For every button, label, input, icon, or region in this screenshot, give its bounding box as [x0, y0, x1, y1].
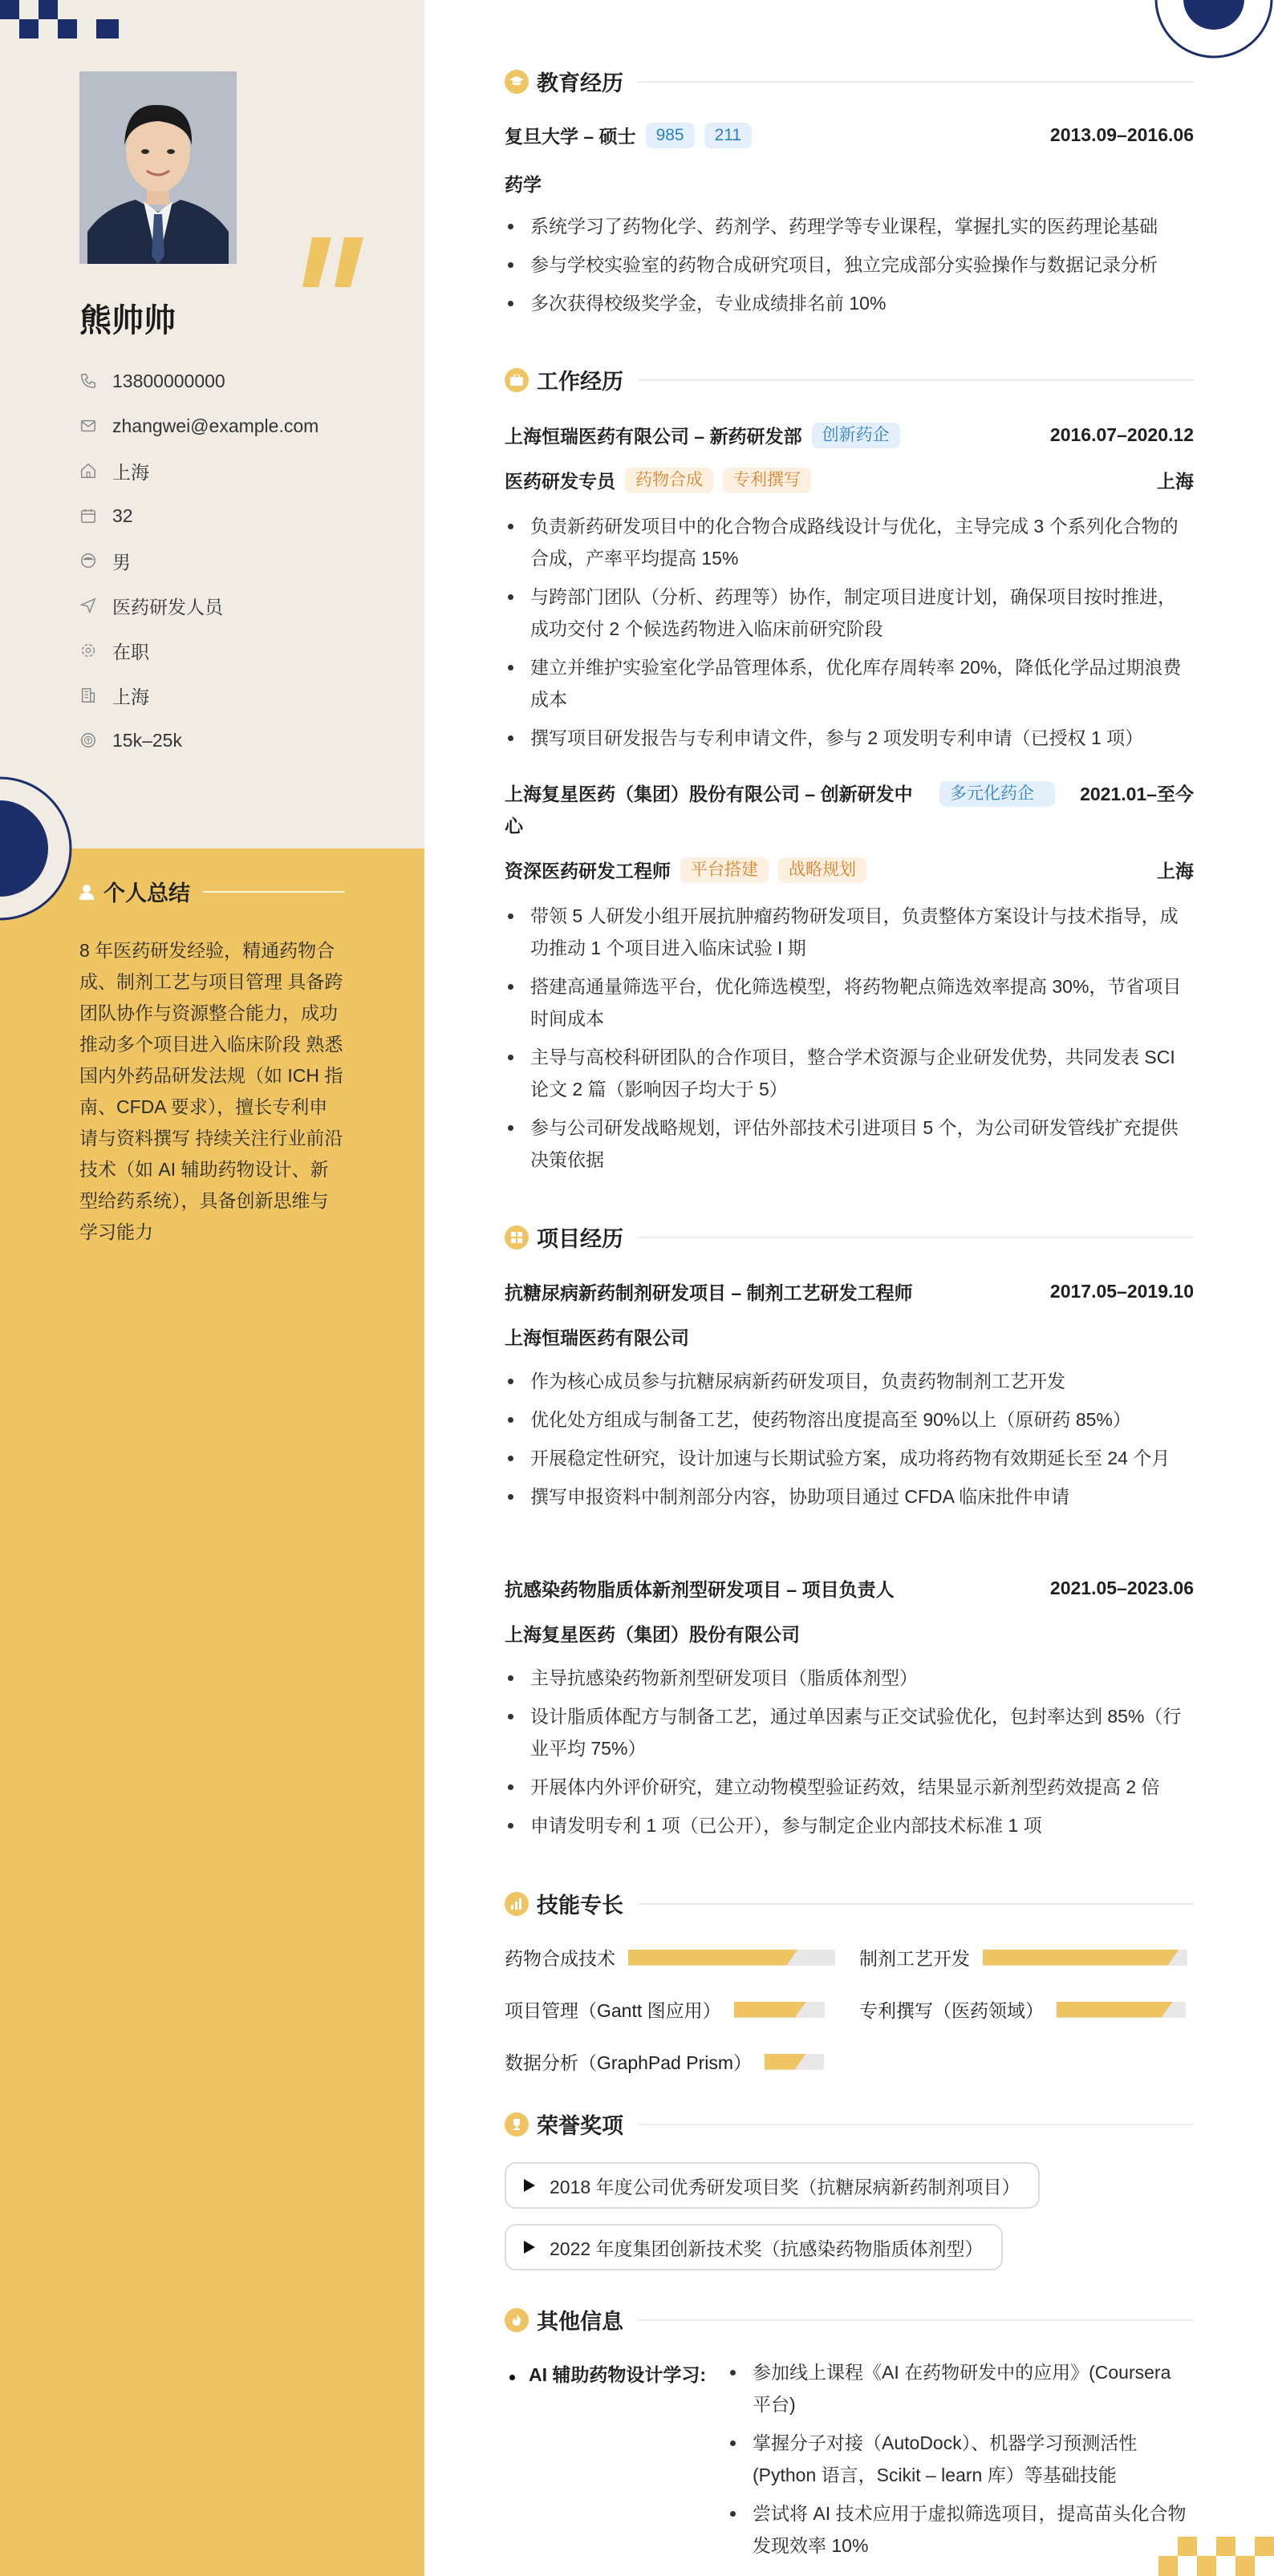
skill-bar — [734, 2002, 825, 2018]
trophy-icon — [505, 2112, 529, 2137]
contact-status — [79, 628, 318, 673]
person-name: 熊帅帅 — [79, 303, 176, 338]
job-1-role: 医药研发专员 — [505, 471, 615, 492]
job-2-header — [505, 778, 1194, 842]
contact-salary — [79, 718, 318, 763]
list-item: 尝试将 AI 技术应用于虚拟筛选项目，提高苗头化合物发现效率 10% — [727, 2497, 1194, 2562]
other-bullets — [727, 2356, 1194, 2568]
project-2-org: 上海复星医药（集团）股份有限公司 — [505, 1624, 800, 1645]
section-work-heading — [505, 364, 1194, 395]
project-1-header — [505, 1278, 1194, 1305]
section-education-heading — [505, 66, 1194, 97]
circle-decoration-top — [1154, 0, 1274, 59]
skill-bar — [983, 1950, 1187, 1966]
summary-heading — [79, 876, 344, 907]
briefcase-icon — [505, 368, 529, 392]
list-item: 参与公司研发战略规划，评估外部技术引进项目 5 个，为公司研发管线扩充提供决策依据 — [505, 1112, 1194, 1176]
section-projects-heading — [505, 1221, 1194, 1253]
divider — [638, 2124, 1194, 2125]
skill-item — [859, 1944, 1187, 1970]
list-item: 掌握分子对接（AutoDock）、机器学习预测活性(Python 语言，Scikit – learn 库）等基础技能 — [727, 2427, 1194, 2491]
divider — [203, 891, 344, 893]
tag-985: 985 — [646, 123, 695, 148]
bullet-dot — [509, 2375, 515, 2380]
job-1-company: 上海恒瑞医药有限公司 – 新药研发部 — [505, 426, 802, 447]
job-2-role: 资深医药研发工程师 — [505, 861, 671, 881]
flame-icon — [505, 2308, 529, 2332]
projects-title: 项目经历 — [537, 1227, 623, 1251]
contact-position — [79, 583, 318, 628]
project-2-name: 抗感染药物脂质体新剂型研发项目 – 项目负责人 — [505, 1579, 895, 1600]
checker-pattern-decoration — [0, 0, 120, 38]
contact-email — [79, 403, 318, 448]
skill-bar — [1057, 2002, 1186, 2018]
list-item: 开展稳定性研究，设计加速与长期试验方案，成功将药物有效期延长至 24 个月 — [505, 1442, 1194, 1474]
hometown-text: 上海 — [112, 461, 149, 483]
project-1-name: 抗糖尿病新药制剂研发项目 – 制剂工艺研发工程师 — [505, 1282, 913, 1303]
list-item: 作为核心成员参与抗糖尿病新药研发项目，负责药物制剂工艺开发 — [505, 1365, 1194, 1397]
list-item: 撰写项目研发报告与专利申请文件，参与 2 项发明专利申请（已授权 1 项） — [505, 722, 1194, 754]
skill-name: 制剂工艺开发 — [859, 1948, 970, 1969]
job-1-bullets — [505, 510, 1194, 760]
job-1-header — [505, 422, 1194, 448]
grid-icon — [505, 1225, 529, 1250]
tag-211: 211 — [704, 123, 752, 148]
list-item: 搭建高通量筛选平台，优化筛选模型，将药物靶点筛选效率提高 30%，节省项目时间成本 — [505, 970, 1194, 1035]
list-item: 主导抗感染药物新剂型研发项目（脂质体剂型） — [505, 1662, 1194, 1694]
graduation-cap-icon — [505, 70, 529, 94]
award-item[interactable] — [505, 2162, 1040, 2209]
project-1-org: 上海恒瑞医药有限公司 — [505, 1327, 689, 1348]
list-item: 撰写申报资料中制剂部分内容，协助项目通过 CFDA 临床批件申请 — [505, 1480, 1194, 1513]
chart-icon — [505, 1892, 529, 1916]
phone-icon — [79, 372, 97, 390]
job-2-date: 2021.01–至今 — [1080, 784, 1194, 804]
contact-list — [79, 358, 318, 763]
list-item: 优化处方组成与制备工艺，使药物溶出度提高至 90%以上（原研药 85%） — [505, 1403, 1194, 1436]
list-item: 开展体内外评价研究，建立动物模型验证药效，结果显示新剂型药效提高 2 倍 — [505, 1771, 1194, 1803]
section-other-heading — [505, 2304, 1194, 2335]
other-title: 其他信息 — [537, 2310, 623, 2334]
divider — [638, 379, 1194, 381]
award-text: 2018 年度公司优秀研发项目奖（抗糖尿病新药制剂项目） — [550, 2176, 1020, 2197]
awards-title: 荣誉奖项 — [537, 2114, 623, 2138]
gender-text: 男 — [112, 551, 131, 573]
job-1-role-row — [505, 467, 1194, 493]
section-skills-heading — [505, 1888, 1194, 1919]
job-1-role-tag: 专利撰写 — [723, 468, 811, 493]
list-item: 申请发明专利 1 项（已公开），参与制定企业内部技术标准 1 项 — [505, 1809, 1194, 1841]
job-2-role-row — [505, 857, 1194, 883]
money-icon — [79, 731, 97, 749]
skill-bar-fill — [765, 2054, 806, 2070]
education-title: 教育经历 — [537, 71, 623, 95]
skill-item — [505, 1944, 835, 1970]
avatar — [79, 71, 237, 264]
education-major: 药学 — [505, 174, 542, 195]
building-icon — [79, 687, 97, 704]
skill-item — [505, 2048, 824, 2075]
job-1-company-tag: 创新药企 — [812, 423, 900, 448]
education-header — [505, 122, 1194, 148]
contact-hometown — [79, 448, 318, 493]
skill-bar — [765, 2054, 824, 2070]
skills-title: 技能专长 — [537, 1894, 623, 1918]
salary-text: 15k–25k — [112, 729, 182, 751]
list-item: 设计脂质体配方与制备工艺，通过单因素与正交试验优化，包封率达到 85%（行业平均 75%） — [505, 1700, 1194, 1764]
list-item: 系统学习了药物化学、药剂学、药理学等专业课程，掌握扎实的医药理论基础 — [505, 210, 1194, 242]
job-2-role-tag: 平台搭建 — [680, 857, 769, 883]
skill-name: 数据分析（GraphPad Prism） — [505, 2052, 753, 2073]
skill-bar-fill — [983, 1950, 1179, 1966]
contact-age — [79, 493, 318, 538]
quote-icon — [301, 229, 365, 294]
age-text: 32 — [112, 504, 133, 526]
job-2-company: 上海复星医药（集团）股份有限公司 – 创新研发中心 — [505, 784, 913, 836]
list-item: 带领 5 人研发小组开展抗肿瘤药物研发项目，负责整体方案设计与技术指导，成功推动 1 个项目进入临床试验 I 期 — [505, 900, 1194, 964]
award-text: 2022 年度集团创新技术奖（抗感染药物脂质体剂型） — [550, 2238, 984, 2259]
triangle-right-icon — [524, 2179, 535, 2192]
project-2-bullets — [505, 1662, 1194, 1848]
list-item: 多次获得校级奖学金，专业成绩排名前 10% — [505, 287, 1194, 319]
send-icon — [79, 597, 97, 614]
summary-text: 8 年医药研发经验，精通药物合成、制剂工艺与项目管理 具备跨团队协作与资源整合能力，成功推动多个项目进入临床阶段 熟悉国内外药品研发法规（如 ICH 指南、CFDA 要求），擅长专利申请与资料撰写 持续关注行业前沿技术（如 AI 辅助药物设计、新型给药系统），具备创新思维与学习能力 — [79, 940, 343, 1242]
skill-name: 专利撰写（医药领域） — [859, 2000, 1044, 2021]
list-item: 参与学校实验室的药物合成研究项目，独立完成部分实验操作与数据记录分析 — [505, 249, 1194, 281]
skill-item — [859, 1996, 1186, 2023]
divider — [638, 2319, 1194, 2321]
city-text: 上海 — [112, 686, 149, 707]
home-icon — [79, 462, 97, 480]
job-2-bullets — [505, 900, 1194, 1182]
skill-item — [505, 1996, 825, 2023]
section-awards-heading — [505, 2108, 1194, 2140]
job-1-role-tag: 药物合成 — [625, 468, 713, 493]
divider — [638, 1903, 1194, 1905]
job-2-role-tag: 战略规划 — [778, 857, 866, 883]
list-item: 主导与高校科研团队的合作项目，整合学术资源与企业研发优势，共同发表 SCI 论文 2 篇（影响因子均大于 5） — [505, 1041, 1194, 1105]
skill-bar-fill — [1057, 2002, 1173, 2018]
skill-name: 项目管理（Gantt 图应用） — [505, 2000, 721, 2021]
mail-icon — [79, 417, 97, 435]
checker-pattern-decoration-bottom — [1158, 2537, 1274, 2576]
status-text: 在职 — [112, 641, 149, 662]
gender-icon — [79, 552, 97, 569]
contact-phone — [79, 358, 318, 403]
other-label: AI 辅助药物设计学习: — [529, 2364, 707, 2385]
list-item: 建立并维护实验室化学品管理体系，优化库存周转率 20%，降低化学品过期浪费成本 — [505, 651, 1194, 715]
school-name: 复旦大学 – 硕士 — [505, 126, 636, 147]
email-text: zhangwei@example.com — [112, 415, 319, 436]
project-2-date: 2021.05–2023.06 — [1049, 1578, 1194, 1598]
list-item: 负责新药研发项目中的化合物合成路线设计与优化，主导完成 3 个系列化合物的合成，产率平均提高 15% — [505, 510, 1194, 574]
skill-bar-fill — [734, 2002, 806, 2018]
project-2-header — [505, 1575, 1194, 1602]
job-2-location: 上海 — [1157, 861, 1194, 881]
job-2-company-tag: 多元化药企 — [939, 781, 1055, 807]
user-icon — [79, 884, 94, 900]
skill-name: 药物合成技术 — [505, 1948, 615, 1969]
award-item[interactable] — [505, 2224, 1003, 2270]
summary-title: 个人总结 — [103, 881, 190, 905]
project-1-date: 2017.05–2019.10 — [1049, 1281, 1194, 1302]
project-1-bullets — [505, 1365, 1194, 1519]
contact-gender — [79, 538, 318, 583]
list-item: 参加线上课程《AI 在药物研发中的应用》(Coursera 平台) — [727, 2356, 1194, 2420]
phone-text: 13800000000 — [112, 370, 225, 391]
work-title: 工作经历 — [537, 370, 623, 394]
skill-bar — [628, 1950, 835, 1966]
sidebar — [0, 0, 424, 2576]
list-item: 与跨部门团队（分析、药理等）协作，制定项目进度计划，确保项目按时推进，成功交付 2 个候选药物进入临床前研究阶段 — [505, 581, 1194, 645]
status-icon — [79, 642, 97, 659]
position-text: 医药研发人员 — [112, 596, 223, 618]
calendar-icon — [79, 507, 97, 525]
triangle-right-icon — [524, 2241, 535, 2254]
divider — [638, 1237, 1194, 1238]
job-1-date: 2016.07–2020.12 — [1049, 424, 1194, 445]
job-1-location: 上海 — [1157, 471, 1194, 492]
skill-bar-fill — [628, 1950, 798, 1966]
contact-city — [79, 673, 318, 718]
circle-decoration — [0, 776, 72, 921]
education-bullets — [505, 210, 1194, 326]
education-date: 2013.09–2016.06 — [1049, 124, 1194, 145]
divider — [638, 81, 1194, 83]
